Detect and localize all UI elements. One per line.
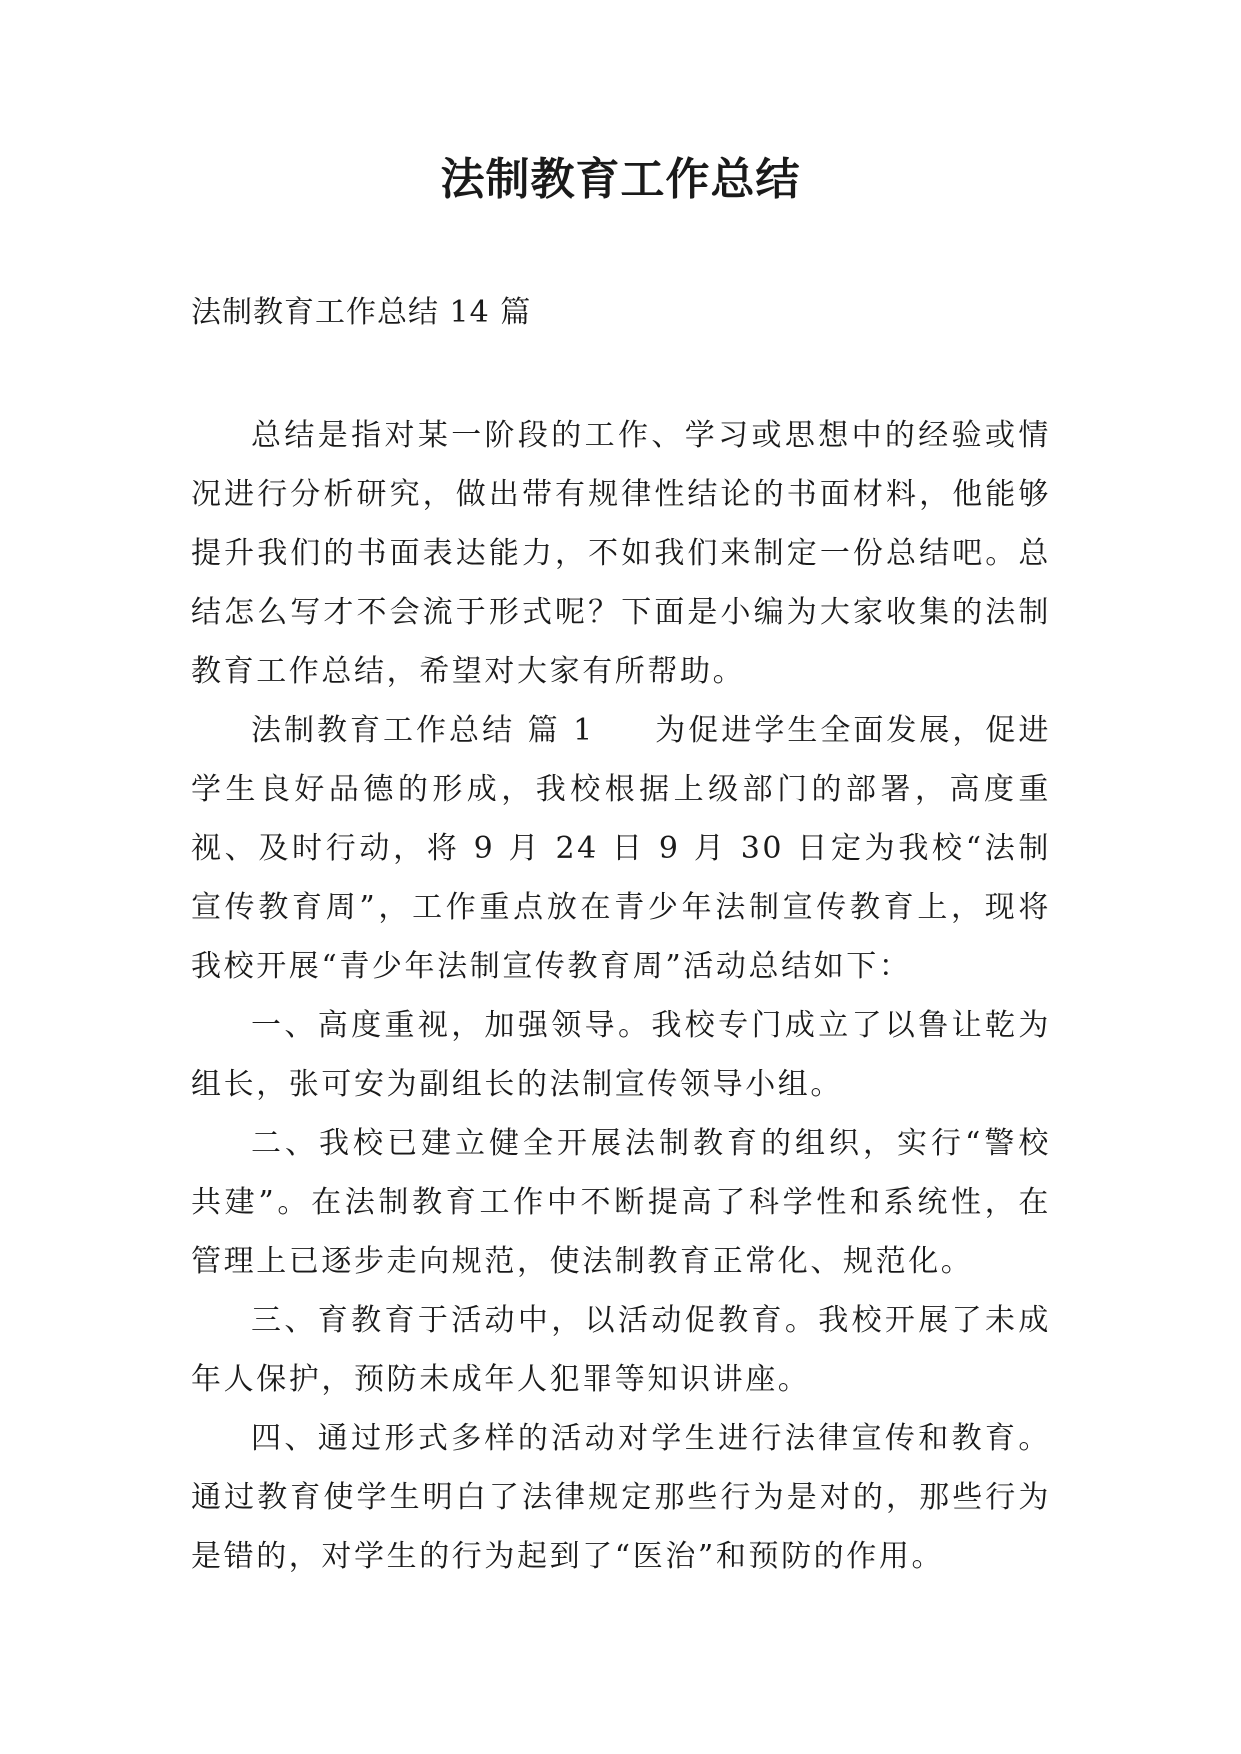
- point-paragraph-1: 一、高度重视，加强领导。我校专门成立了以鲁让乾为组长，张可安为副组长的法制宣传领导小组。: [191, 1008, 1051, 1102]
- intro-paragraph: 总结是指对某一阶段的工作、学习或思想中的经验或情况进行分析研究，做出带有规律性结论的书面材料，他能够提升我们的书面表达能力，不如我们来制定一份总结吧。总结怎么写才不会流于形式呢？下面是小编为大家收集的法制教育工作总结，希望对大家有所帮助。: [191, 418, 1051, 689]
- section-1-lead: 为促进学生全面发展，促进学生良好品德的形成，我校根据上级部门的部署，高度重视、及时行动，将 9 月 24 日 9 月 30 日定为我校“法制宣传教育周”，工作重点放在青少年法制宣传教育上，现将我校开展“青少年法制宣传教育周”活动总结如下：: [191, 713, 1051, 984]
- point-paragraph-2: 二、我校已建立健全开展法制教育的组织，实行“警校共建”。在法制教育工作中不断提高了科学性和系统性，在管理上已逐步走向规范，使法制教育正常化、规范化。: [191, 1126, 1051, 1279]
- point-paragraph-4: 四、通过形式多样的活动对学生进行法律宣传和教育。通过教育使学生明白了法律规定那些行为是对的，那些行为是错的，对学生的行为起到了“医治”和预防的作用。: [191, 1421, 1051, 1574]
- section-1-paragraph: [191, 701, 1051, 996]
- document-subtitle: 法制教育工作总结 14 篇: [191, 295, 532, 330]
- document-title: 法制教育工作总结: [440, 154, 801, 205]
- section-1-heading: 法制教育工作总结 篇 1: [251, 713, 595, 748]
- document-body: [191, 406, 1051, 1586]
- point-paragraph-3: 三、育教育于活动中，以活动促教育。我校开展了未成年人保护，预防未成年人犯罪等知识讲座。: [191, 1303, 1051, 1397]
